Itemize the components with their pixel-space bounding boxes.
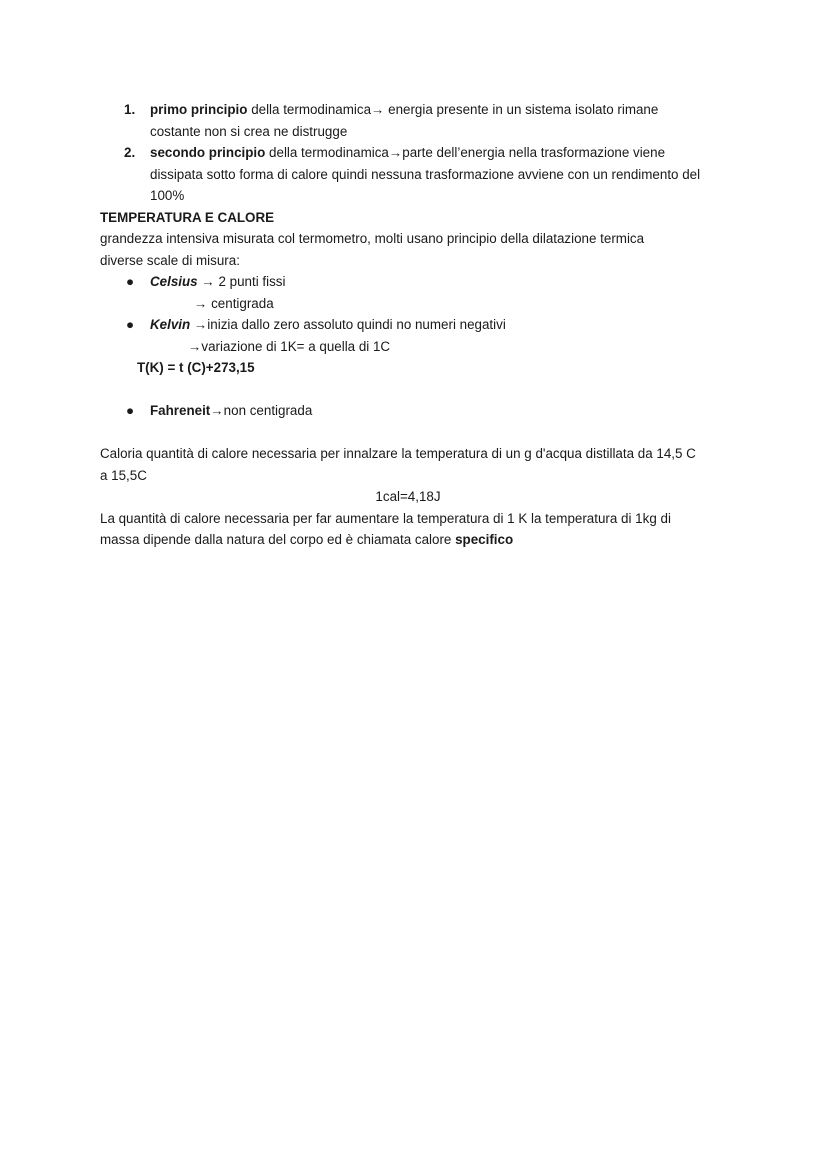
scale-item-celsius — [100, 271, 740, 293]
calorie-equivalence: 1cal=4,18J — [375, 489, 441, 504]
scale-text: →inizia dallo zero assoluto quindi no numeri negativi — [190, 317, 506, 332]
kelvin-line-2: →variazione di 1K= a quella di 1C — [188, 338, 391, 354]
principle-title: primo principio — [150, 102, 248, 117]
document-content — [100, 99, 740, 551]
specific-heat-term: specifico — [455, 532, 514, 547]
scale-name: Celsius — [150, 274, 198, 289]
scale-name: Fahreneit — [150, 403, 211, 418]
list-number: 1. — [124, 102, 136, 117]
principle-title: secondo principio — [150, 145, 266, 160]
intro-line-2: diverse scale di misura: — [100, 252, 240, 268]
scale-text: →non centigrada — [210, 403, 313, 418]
principle-text-line2: costante non si crea ne distrugge — [150, 123, 348, 139]
intro-line-1: grandezza intensiva misurata col termometro, molti usano principio della dilatazione termica — [100, 231, 645, 246]
principle-text: della termodinamica→parte dell’energia nella trasformazione viene — [265, 145, 666, 160]
principle-text-line2: dissipata sotto forma di calore quindi nessuna trasformazione avviene con un rendimento del — [150, 166, 701, 182]
principle-text: della termodinamica→ energia presente in un sistema isolato rimane — [247, 102, 659, 117]
caloria-line-2: a 15,5C — [100, 467, 147, 483]
specific-heat-line-2: massa dipende dalla natura del corpo ed è chiamata calore — [100, 532, 456, 547]
scale-item-fahrenheit — [100, 400, 740, 422]
scale-item-kelvin — [100, 314, 740, 336]
specific-heat-line-1: La quantità di calore necessaria per far aumentare la temperatura di 1 K la temperatura di 1kg di — [100, 510, 671, 526]
scale-text: → 2 punti fissi — [197, 274, 286, 289]
caloria-line-1: Caloria quantità di calore necessaria per innalzare la temperatura di un g d'acqua distillata da 14,5 C — [100, 446, 696, 461]
principle-item-2 — [100, 142, 740, 207]
bullet-icon: ● — [126, 317, 135, 332]
scale-name: Kelvin — [150, 317, 191, 332]
kelvin-formula: T(K) = t (C)+273,15 — [137, 360, 255, 375]
list-number: 2. — [124, 145, 136, 160]
principle-item-1 — [100, 99, 740, 142]
section-heading: TEMPERATURA E CALORE — [100, 209, 275, 225]
bullet-icon: ● — [126, 403, 135, 418]
bullet-icon: ● — [126, 274, 135, 289]
principle-text-line3: 100% — [150, 188, 185, 203]
celsius-line-2: → centigrada — [194, 295, 274, 311]
